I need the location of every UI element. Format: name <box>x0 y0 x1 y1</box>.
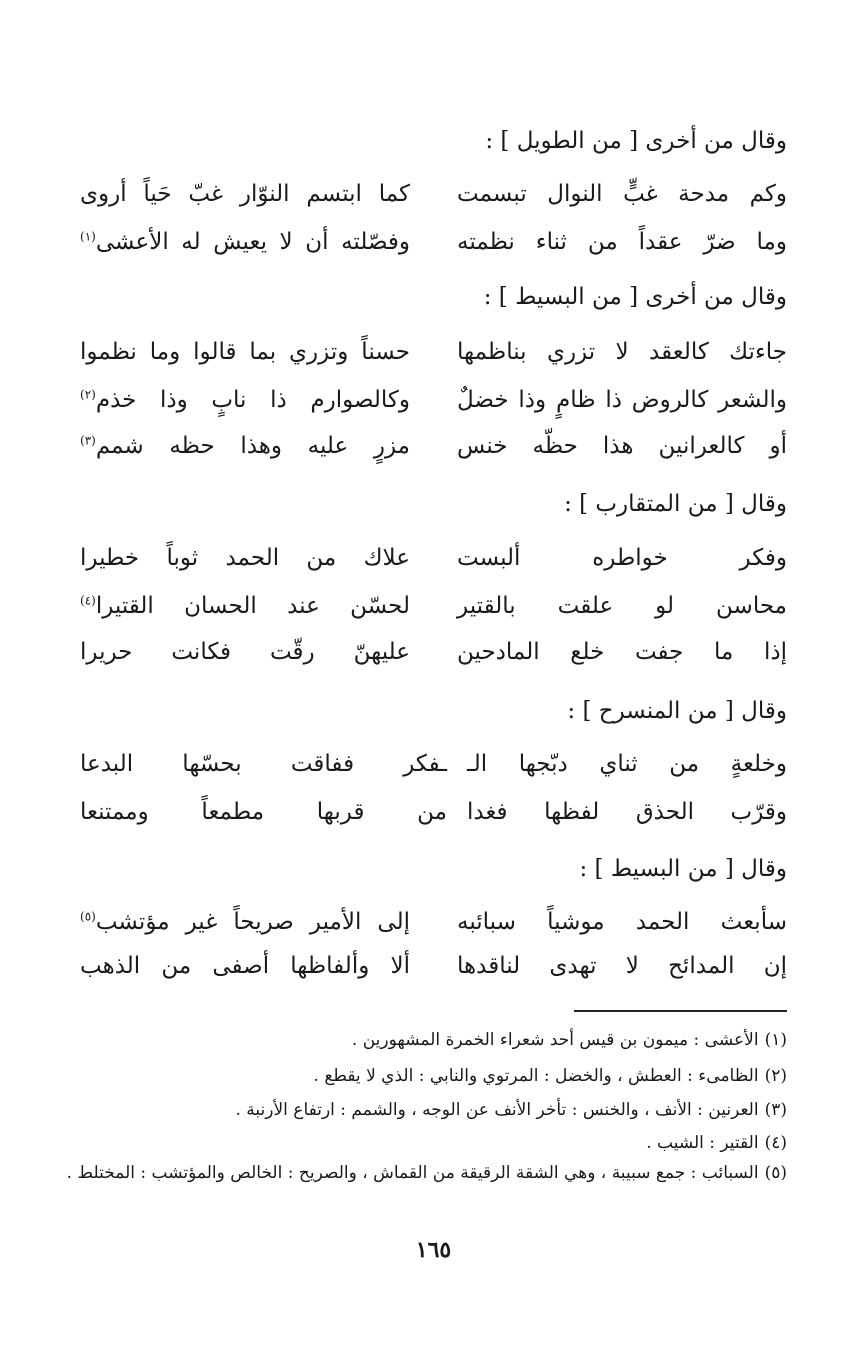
verse-line <box>80 332 787 372</box>
verse-second-hemistich: مزرٍ عليه وهذا حظه شمم$^{(٣)}$ <box>80 433 410 459</box>
verse-second-hemistich: كما ابتسم النوّار غبّ حَياً أروى <box>80 181 410 207</box>
footnote-marker: (٣) <box>80 433 96 448</box>
verse-line <box>80 538 787 578</box>
footnote-number: (٣) <box>764 1100 787 1120</box>
footnote-text: الظامىء : العطش ، والخضل : المرتوي والنابي : الذي لا يقطع . <box>313 1066 759 1086</box>
footnote <box>314 1063 787 1089</box>
verse-second-hemistich: حسناً وتزري بما قالوا وما نظموا <box>80 339 410 365</box>
footnote-number: (١) <box>764 1030 787 1050</box>
footnote-text: العرنين : الأنف ، والخنس : تأخر الأنف عن الوجه ، والشمم : ارتفاع الأرنبة . <box>235 1100 759 1120</box>
footnote-number: (٢) <box>764 1066 787 1086</box>
verse-line <box>80 792 787 832</box>
section-intro: وقال [ من المنسرح ] : <box>567 698 787 724</box>
verse-first-hemistich: وما ضرّ عقداً من ثناء نظمته <box>457 229 787 255</box>
footnote <box>352 1027 787 1053</box>
verse-line <box>80 586 787 626</box>
verse-first-hemistich: جاءتك كالعقد لا تزري بناظمها <box>457 339 787 365</box>
verse-second-hemistich: علاك من الحمد ثوباً خطيرا <box>80 545 410 571</box>
footnote-marker: (٢) <box>80 387 96 402</box>
verse-first-hemistich: وفكر خواطره ألبست <box>457 545 787 571</box>
verse-second-hemistich: وكالصوارم ذا نابٍ وذا خذم$^{(٢)}$ <box>80 387 410 413</box>
footnote-marker: (١) <box>80 229 96 244</box>
verse-first-hemistich: وخلعةٍ من ثناي دبّجها الـ <box>467 751 787 777</box>
verse-second-hemistich: ألا وألفاظها أصفى من الذهب <box>80 953 410 979</box>
verse-second-hemistich: من قربها مطمعاً وممتنعا <box>80 799 447 825</box>
verse-line <box>80 744 787 784</box>
section-intro: وقال من أخرى [ من البسيط ] : <box>483 284 787 310</box>
verse-first-hemistich: إذا ما جفت خلع المادحين <box>457 639 787 665</box>
verse-line <box>80 222 787 262</box>
verse-second-hemistich: وفصّلته أن لا يعيش له الأعشى$^{(١)}$ <box>80 229 410 255</box>
verse-second-hemistich: عليهنّ رقّت فكانت حريرا <box>80 639 410 665</box>
footnote <box>235 1097 787 1123</box>
footnote-text: الأعشى : ميمون بن قيس أحد شعراء الخمرة المشهورين . <box>351 1030 759 1050</box>
verse-line <box>80 902 787 942</box>
footnote-number: (٤) <box>764 1133 787 1153</box>
verse-first-hemistich: إن المدائح لا تهدى لناقدها <box>457 953 787 979</box>
footnote-separator <box>574 1010 787 1012</box>
verse-first-hemistich: والشعر كالروض ذا ظامٍ وذا خضلٌ <box>457 387 787 413</box>
verse-line <box>80 174 787 214</box>
verse-first-hemistich: سأبعث الحمد موشياً سبائبه <box>457 909 787 935</box>
verse-second-hemistich: لحسّن عند الحسان القتيرا$^{(٤)}$ <box>80 593 410 619</box>
verse-line <box>80 946 787 986</box>
verse-line <box>80 426 787 466</box>
verse-first-hemistich: وكم مدحة غبٍّ النوال تبسمت <box>457 181 787 207</box>
footnote <box>646 1130 787 1156</box>
section-intro: وقال من أخرى [ من الطويل ] : <box>485 128 787 154</box>
verse-second-hemistich: إلى الأمير صريحاً غير مؤتشب$^{(٥)}$ <box>80 909 410 935</box>
section-intro: وقال [ من البسيط ] : <box>579 856 787 882</box>
verse-first-hemistich: وقرّب الحذق لفظها فغدا <box>467 799 787 825</box>
footnote-text: القتير : الشيب . <box>646 1133 759 1153</box>
footnote <box>67 1160 787 1186</box>
footnote-text: السبائب : جمع سبيبة ، وهي الشقة الرقيقة من القماش ، والصريح : الخالص والمؤتشب : المختلط . <box>66 1163 759 1183</box>
footnote-number: (٥) <box>764 1163 787 1183</box>
footnote-marker: (٥) <box>80 909 96 924</box>
section-intro: وقال [ من المتقارب ] : <box>564 491 787 517</box>
verse-line <box>80 632 787 672</box>
footnote-marker: (٤) <box>80 593 96 608</box>
page-number: ١٦٥ <box>415 1237 452 1263</box>
verse-line <box>80 380 787 420</box>
book-page <box>66 0 787 1370</box>
verse-second-hemistich: ـفكر ففاقت بحسّها البدعا <box>80 751 447 777</box>
verse-first-hemistich: محاسن لو علقت بالقتير <box>457 593 787 619</box>
verse-first-hemistich: أو كالعرانين هذا حظّه خنس <box>457 433 787 459</box>
